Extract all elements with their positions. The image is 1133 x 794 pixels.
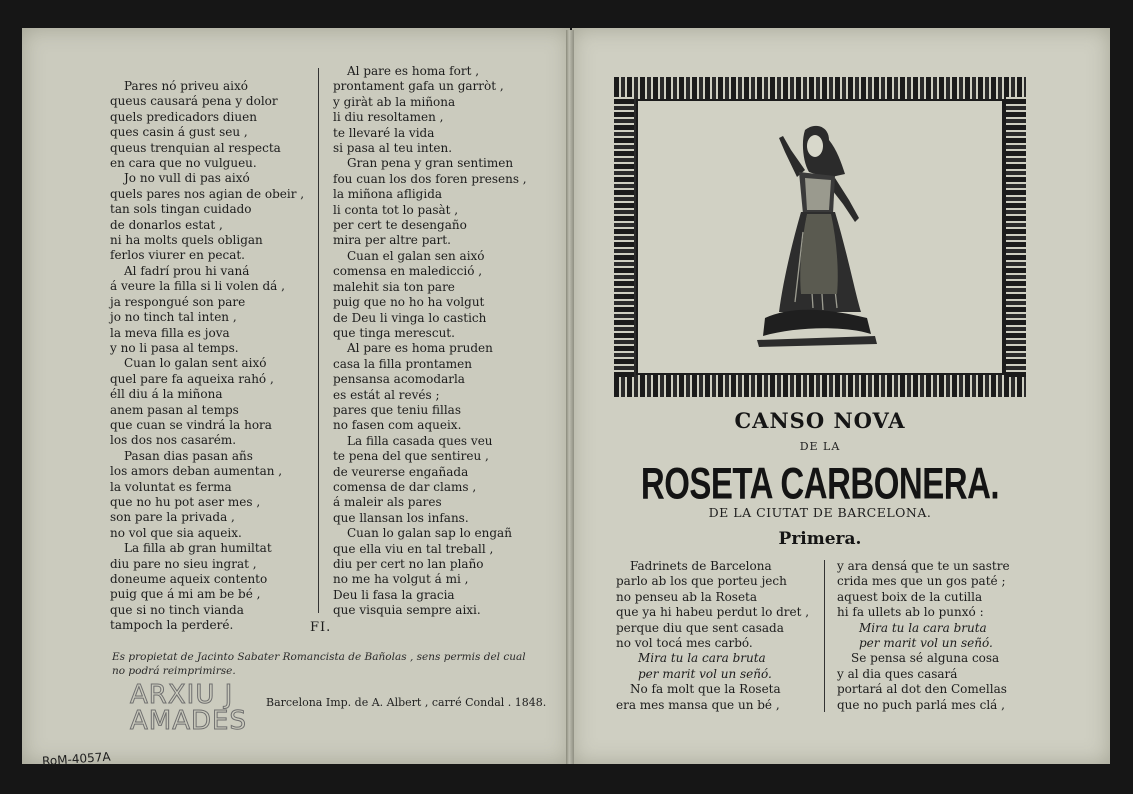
stamp-line-1: ARXIU J bbox=[130, 680, 234, 710]
verse-line: Mira tu la cara bruta bbox=[859, 620, 987, 635]
verse-line: Fadrinets de Barcelona bbox=[630, 559, 772, 573]
verse-line: Cuan lo galan sap lo engañ bbox=[347, 526, 512, 541]
verse-line: li diu resoltamen , bbox=[333, 110, 444, 125]
verse-line: la miñona afligida bbox=[333, 187, 443, 202]
verse-line: que si no tinch vianda bbox=[110, 602, 244, 617]
verse-line: tan sols tingan cuidado bbox=[110, 202, 252, 217]
verse-line: comensa de dar clams , bbox=[333, 479, 477, 494]
column-divider-right bbox=[824, 560, 825, 712]
shelfmark: RoM-4057A bbox=[41, 749, 111, 769]
verse-line: comensa en maledicció , bbox=[333, 264, 483, 279]
verse-line: Mira tu la cara bruta bbox=[638, 651, 766, 666]
verse-line: pensansa acomodarla bbox=[333, 372, 465, 387]
verse-line: de veurerse engañada bbox=[333, 464, 469, 479]
verse-line: éll diu á la miñona bbox=[110, 387, 223, 402]
copyright-notice: Es propietat de Jacinto Sabater Romancista de Bañolas , sens permis del cual no podrá reimprimirse. bbox=[112, 651, 526, 677]
verse-line: quels predicadors diuen bbox=[110, 109, 257, 124]
printer-imprint: Barcelona Imp. de A. Albert , carré Condal . 1848. bbox=[266, 696, 547, 709]
verse-line: de Deu li vinga lo castich bbox=[333, 310, 487, 325]
verse-line: diu per cert no lan plaño bbox=[333, 557, 484, 571]
verse-line: quel pare fa aqueixa rahó , bbox=[110, 371, 274, 386]
verse-line: no vol que sia aqueix. bbox=[110, 525, 242, 540]
verse-line: y al dia ques casará bbox=[837, 666, 958, 681]
verse-line: te pena del que sentireu , bbox=[333, 449, 489, 464]
verse-line: tampoch la perderé. bbox=[110, 618, 234, 633]
poem-column-b bbox=[333, 64, 527, 619]
verse-line: y ara densá que te un sastre bbox=[837, 559, 1010, 573]
verse-line: que visquia sempre aixi. bbox=[333, 603, 481, 618]
verse-line: si pasa al teu inten. bbox=[333, 141, 453, 156]
verse-line: anem pasan al temps bbox=[110, 402, 239, 417]
verse-line: parlo ab los que porteu jech bbox=[616, 574, 787, 589]
poem-column-c bbox=[616, 559, 809, 713]
verse-line: Jo no vull di pas aixó bbox=[124, 171, 250, 186]
archive-stamp bbox=[130, 682, 247, 734]
verse-line: Al pare es homa fort , bbox=[347, 64, 480, 78]
verse-line: Gran pena y gran sentimen bbox=[347, 156, 514, 171]
verse-line: jo no tinch tal inten , bbox=[110, 310, 237, 325]
verse-line: era mes mansa que un bé , bbox=[616, 697, 780, 712]
verse-line: ja respongué son pare bbox=[110, 294, 246, 309]
verse-line: No fa molt que la Roseta bbox=[630, 682, 781, 697]
verse-line: los dos nos casarém. bbox=[110, 433, 237, 448]
verse-line: en cara que no vulgueu. bbox=[110, 156, 257, 171]
verse-line: que ya hi habeu perdut lo dret , bbox=[616, 605, 810, 620]
verse-line: La filla ab gran humiltat bbox=[124, 541, 272, 556]
verse-line: no penseu ab la Roseta bbox=[616, 589, 758, 604]
verse-line: ferlos viurer en pecat. bbox=[110, 248, 245, 263]
poem-column-d bbox=[837, 559, 1010, 713]
part-heading: Primera. bbox=[778, 529, 862, 549]
end-mark: FI. bbox=[310, 620, 332, 635]
verse-line: portará al dot den Comellas bbox=[837, 682, 1007, 697]
verse-line: per cert te desengaño bbox=[333, 218, 467, 233]
verse-line: ni ha molts quels obligan bbox=[110, 233, 263, 248]
verse-line: Al pare es homa pruden bbox=[347, 341, 493, 356]
verse-line: no me ha volgut á mi , bbox=[333, 572, 469, 587]
verse-line: que ella viu en tal treball , bbox=[333, 541, 494, 556]
verse-line: la voluntat es ferma bbox=[110, 479, 232, 494]
verse-line: quels pares nos agian de obeir , bbox=[110, 186, 305, 201]
column-divider bbox=[318, 68, 319, 613]
verse-line: perque diu que sent casada bbox=[616, 620, 784, 635]
verse-line: ques casin á gust seu , bbox=[110, 125, 248, 140]
subtitle-city: DE LA CIUTAT DE BARCELONA. bbox=[708, 505, 932, 520]
stamp-line-2: AMADES bbox=[130, 706, 247, 736]
verse-line: los amors deban aumentan , bbox=[110, 464, 283, 479]
verse-line: que tinga merescut. bbox=[333, 325, 455, 340]
verse-line: no fasen com aqueix. bbox=[333, 418, 462, 433]
verse-line: te llevaré la vida bbox=[333, 125, 435, 140]
verse-line: á veure la filla si li volen dá , bbox=[110, 279, 285, 294]
verse-line: per marit vol un señó. bbox=[859, 636, 993, 651]
verse-line: Pasan dias pasan añs bbox=[124, 448, 253, 463]
verse-line: Al fadrí prou hi vaná bbox=[124, 263, 250, 278]
verse-line: queus trenquian al respecta bbox=[110, 140, 281, 155]
verse-line: queus causará pena y dolor bbox=[110, 94, 278, 109]
verse-line: que cuan se vindrá la hora bbox=[110, 417, 272, 432]
verse-line: Deu li fasa la gracia bbox=[333, 587, 455, 602]
verse-line: y no li pasa al temps. bbox=[110, 340, 239, 355]
verse-line: Cuan lo galan sent aixó bbox=[124, 356, 267, 371]
verse-line: que no hu pot aser mes , bbox=[110, 494, 261, 509]
verse-line: doneume aqueix contento bbox=[110, 572, 268, 586]
verse-line: Cuan el galan sen aixó bbox=[347, 248, 485, 263]
verse-line: aquest boix de la cutilla bbox=[837, 589, 983, 604]
title-canso-nova: CANSO NOVA bbox=[734, 408, 906, 433]
poem-column-a bbox=[110, 79, 304, 634]
title-roseta-carbonera: ROSETA CARBONERA. bbox=[640, 458, 1000, 508]
verse-line: pares que teniu fillas bbox=[333, 402, 461, 417]
verse-line: de donarlos estat , bbox=[110, 217, 223, 232]
verse-line: casa la filla prontamen bbox=[333, 356, 473, 371]
title-de-la: DE LA bbox=[799, 440, 841, 453]
verse-line: puig que no ho ha volgut bbox=[333, 295, 485, 310]
verse-line: mira per altre part. bbox=[333, 233, 451, 248]
verse-line: li conta tot lo pasàt , bbox=[333, 202, 459, 217]
verse-line: y giràt ab la miñona bbox=[333, 94, 456, 109]
verse-line: es estát al revés ; bbox=[333, 387, 440, 402]
verse-line: per marit vol un señó. bbox=[638, 666, 772, 681]
verse-line: á maleir als pares bbox=[333, 495, 442, 510]
verse-line: son pare la privada , bbox=[110, 510, 235, 525]
verse-line: la meva filla es jova bbox=[110, 325, 230, 340]
verse-line: prontament gafa un garròt , bbox=[333, 79, 504, 94]
verse-line: que llansan los infans. bbox=[333, 510, 469, 525]
verse-line: hi fa ullets ab lo punxó : bbox=[837, 605, 984, 620]
verse-line: que no puch parlá mes clá , bbox=[837, 697, 1005, 712]
page-fold bbox=[566, 30, 574, 764]
verse-line: crida mes que un gos paté ; bbox=[837, 574, 1006, 589]
verse-line: La filla casada ques veu bbox=[347, 433, 493, 448]
verse-line: fou cuan los dos foren presens , bbox=[333, 171, 527, 186]
verse-line: puig que á mi am be bé , bbox=[110, 587, 261, 602]
verse-line: malehit sia ton pare bbox=[333, 279, 455, 294]
verse-line: Pares nó priveu aixó bbox=[124, 79, 248, 93]
verse-line: diu pare no sieu ingrat , bbox=[110, 556, 257, 571]
verse-line: no vol tocá mes carbó. bbox=[616, 636, 753, 651]
verse-line: Se pensa sé alguna cosa bbox=[851, 651, 1000, 666]
